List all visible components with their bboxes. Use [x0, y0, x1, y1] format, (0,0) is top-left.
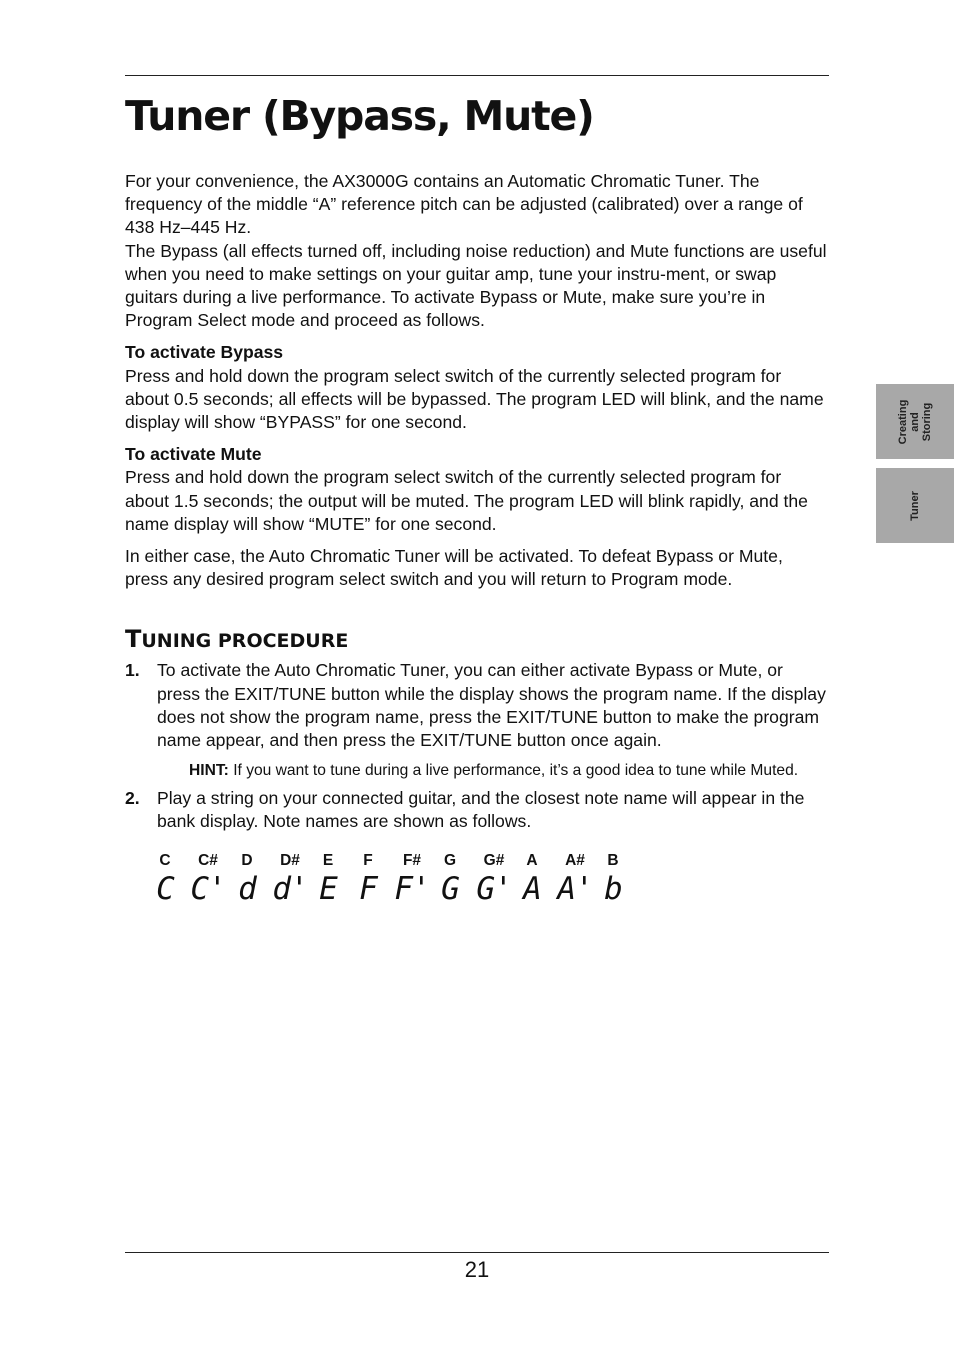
- note-name: G#: [483, 851, 505, 869]
- note-item: [145, 852, 185, 905]
- side-tab-label: Creating and Storing: [897, 399, 933, 444]
- bypass-heading: To activate Bypass: [125, 342, 284, 363]
- top-rule: [125, 75, 829, 76]
- note-segment-display: F: [359, 870, 377, 907]
- note-item: [430, 852, 470, 905]
- hint-text: If you want to tune during a live performance, it’s a good idea to tune while Muted.: [228, 762, 799, 780]
- note-display-table: [125, 852, 829, 912]
- note-item: [392, 852, 432, 905]
- steps-list: [125, 659, 829, 752]
- step-text: Play a string on your connected guitar, and the closest note name will appear in the bank display. Note names are shown as follows.: [157, 788, 805, 832]
- section-heading: [125, 625, 829, 655]
- note-item: [512, 852, 552, 905]
- step-text: To activate the Auto Chromatic Tuner, you can either activate Bypass or Mute, or press the EXIT/TUNE button while the display shows the program name. If the display does not show the program name, press the EXIT/TUNE button to make the program name appear, and then press the EXIT/TUNE button once again.: [157, 660, 826, 751]
- note-item: [555, 852, 595, 905]
- note-name: A: [526, 851, 538, 869]
- either-case-paragraph: In either case, the Auto Chromatic Tuner will be activated. To defeat Bypass or Mute, press any desired program select switch and you will return to Program mode.: [125, 546, 783, 590]
- mute-heading: To activate Mute: [125, 444, 262, 465]
- note-segment-display: d: [238, 870, 256, 907]
- note-item: [270, 852, 310, 905]
- note-segment-display: C: [156, 870, 174, 907]
- page-title: Tuner (Bypass, Mute): [125, 92, 594, 140]
- note-item: [227, 852, 267, 905]
- note-item: [188, 852, 228, 905]
- section-heading-rest: UNING PROCEDURE: [141, 630, 349, 653]
- note-name: F: [363, 851, 373, 869]
- note-item: [474, 852, 514, 905]
- bypass-text: Press and hold down the program select switch of the currently selected program for about 0.5 seconds; all effects will be bypassed. The program LED will blink, and the name display will show “BYPASS” for one second.: [125, 365, 824, 433]
- note-item: [308, 852, 348, 905]
- note-segment-display: A: [523, 870, 541, 907]
- mute-text: Press and hold down the program select switch of the currently selected program for about 1.5 seconds; the output will be muted. The program LED will blink rapidly, and the name display will show “MUTE” for one second.: [125, 467, 808, 534]
- page-number: 21: [464, 1257, 490, 1282]
- section-heading-initial: T: [125, 625, 142, 654]
- note-name: A#: [565, 851, 585, 869]
- side-tab-tuner[interactable]: [876, 468, 954, 543]
- note-name: E: [322, 851, 334, 869]
- note-name: B: [607, 851, 619, 869]
- steps-list-continued: [125, 787, 829, 833]
- side-tab-creating-and-storing[interactable]: [876, 384, 954, 459]
- note-name: D#: [280, 851, 300, 869]
- note-item: [348, 852, 388, 905]
- bottom-rule: [125, 1252, 829, 1253]
- note-segment-display: E: [319, 870, 337, 907]
- list-item: [125, 659, 829, 752]
- bypass-mute-intro: The Bypass (all effects turned off, including noise reduction) and Mute functions are useful when you need to make settings on your guitar amp, tune your instru-ment, or swap guitars during a live performance. To activate Bypass or Mute, make sure you’re in Program Select mode and proceed as follows.: [125, 240, 827, 331]
- note-segment-display: C': [190, 870, 226, 907]
- note-name: G: [443, 851, 457, 869]
- note-name: C#: [198, 851, 218, 869]
- side-tab-label: Tuner: [909, 490, 921, 521]
- note-name: D: [241, 851, 253, 869]
- step-number: 2.: [125, 788, 140, 809]
- note-segment-display: F': [394, 870, 430, 907]
- intro-paragraph: For your convenience, the AX3000G contains an Automatic Chromatic Tuner. The frequency of the middle “A” reference pitch can be adjusted (calibrated) over a range of 438 Hz–445 Hz.: [125, 171, 803, 238]
- note-segment-display: b: [604, 870, 622, 907]
- note-segment-display: d': [272, 870, 308, 907]
- note-segment-display: A': [557, 870, 593, 907]
- note-segment-display: G': [476, 870, 512, 907]
- note-segment-display: G: [441, 870, 459, 907]
- list-item: [125, 787, 829, 833]
- note-item: [593, 852, 633, 905]
- note-name: F#: [402, 851, 422, 869]
- hint-label: HINT:: [189, 762, 229, 780]
- note-name: C: [159, 851, 171, 869]
- hint-note: [189, 760, 829, 781]
- step-number: 1.: [125, 660, 140, 681]
- page-content: [125, 170, 829, 912]
